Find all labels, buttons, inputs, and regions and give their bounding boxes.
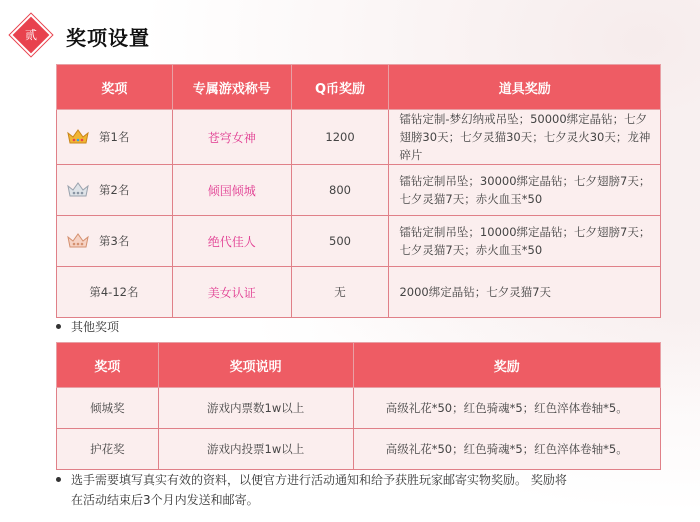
other-prizes-heading	[56, 318, 119, 335]
other-prizes-header	[57, 343, 661, 388]
prize-name-cell: 护花奖	[57, 429, 159, 470]
qcoin-cell: 500	[291, 216, 389, 267]
bullet-dot	[56, 477, 61, 482]
rank-label: 第1名	[99, 129, 130, 144]
other-prizes-label: 其他奖项	[71, 320, 120, 334]
other-prizes-table	[56, 342, 661, 470]
qcoin-cell: 800	[291, 165, 389, 216]
col-header-prize: 奖项	[57, 343, 159, 388]
gold-crown-icon	[67, 129, 89, 145]
col-header-items: 道具奖励	[389, 65, 661, 110]
qcoin-cell: 无	[291, 267, 389, 318]
description-cell: 游戏内票数1w以上	[158, 388, 353, 429]
rank-cell: 第4-12名	[57, 267, 173, 318]
bullet-dot	[56, 324, 61, 329]
bronze-crown-icon	[67, 233, 89, 249]
items-cell: 镭钻定制吊坠；30000绑定晶钻；七夕翅膀7天；七夕灵猫7天；赤火血玉*50	[389, 165, 661, 216]
description-cell: 游戏内投票1w以上	[158, 429, 353, 470]
footnote-text: 选手需要填写真实有效的资料，以便官方进行活动通知和给予获胜玩家邮寄实物奖励。 奖励将在活动结束后3个月内发送和邮寄。	[71, 473, 567, 507]
items-cell: 镭钻定制吊坠；10000绑定晶钻；七夕翅膀7天；七夕灵猫7天；赤火血玉*50	[389, 216, 661, 267]
game-title-cell: 绝代佳人	[172, 216, 291, 267]
items-cell: 镭钻定制-梦幻纳戒吊坠；50000绑定晶钻；七夕翅膀30天；七夕灵猫30天；七夕灵火30天；龙神碎片	[389, 110, 661, 165]
prize-name-cell: 倾城奖	[57, 388, 159, 429]
rank-label: 第2名	[99, 182, 130, 197]
rank-label: 第3名	[99, 233, 130, 248]
game-title-cell: 苍穹女神	[172, 110, 291, 165]
prize-table-header	[57, 65, 661, 110]
footnote	[56, 470, 576, 510]
silver-crown-icon	[67, 182, 89, 198]
table-row	[57, 216, 661, 267]
game-title-cell: 倾国倾城	[172, 165, 291, 216]
table-row	[57, 429, 661, 470]
rank-cell	[57, 110, 173, 165]
table-row	[57, 110, 661, 165]
qcoin-cell: 1200	[291, 110, 389, 165]
page-title: 奖项设置	[66, 26, 150, 50]
table-row	[57, 388, 661, 429]
items-cell: 2000绑定晶钻；七夕灵猫7天	[389, 267, 661, 318]
game-title-cell: 美女认证	[172, 267, 291, 318]
rank-cell	[57, 216, 173, 267]
col-header-title: 专属游戏称号	[172, 65, 291, 110]
table-row	[57, 267, 661, 318]
reward-cell: 高级礼花*50；红色骑魂*5；红色淬体卷轴*5。	[353, 388, 661, 429]
col-header-description: 奖项说明	[158, 343, 353, 388]
col-header-qcoin: Q币奖励	[291, 65, 389, 110]
prize-table	[56, 64, 661, 318]
col-header-prize: 奖项	[57, 65, 173, 110]
reward-cell: 高级礼花*50；红色骑魂*5；红色淬体卷轴*5。	[353, 429, 661, 470]
rank-cell	[57, 165, 173, 216]
table-row	[57, 165, 661, 216]
section-badge-number: 贰	[24, 28, 37, 42]
col-header-reward: 奖励	[353, 343, 661, 388]
